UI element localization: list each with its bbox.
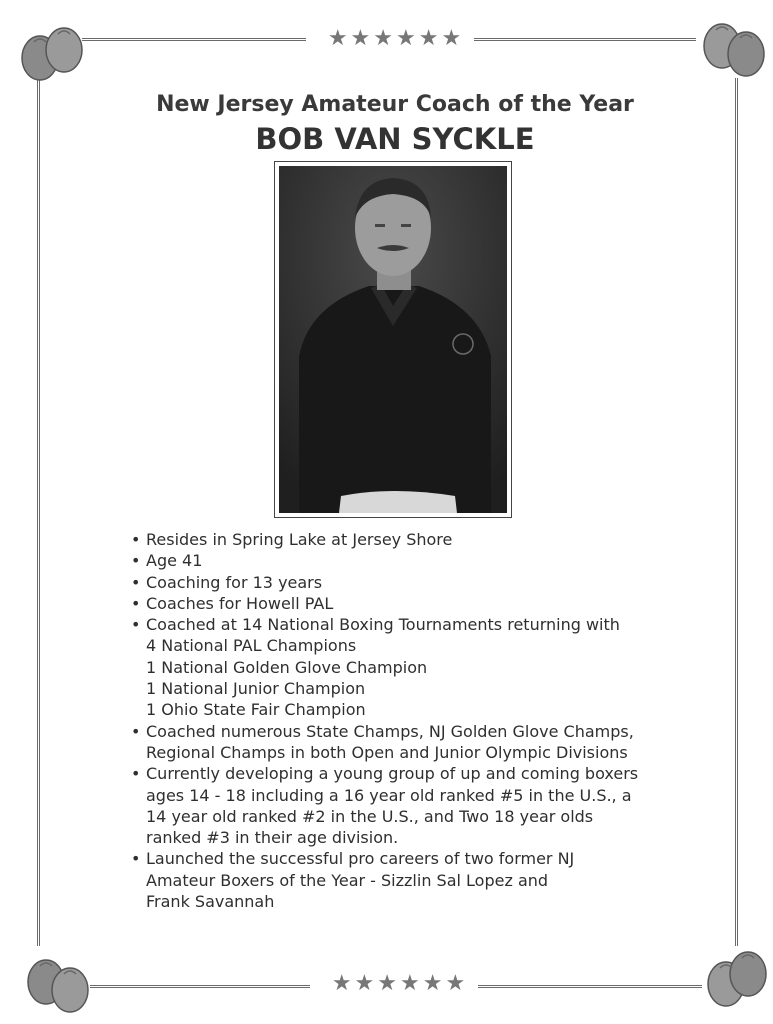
list-item-text: • Coached numerous State Champs, NJ Golden Glove Champs, [146,721,634,741]
bottom-stars: ★★★★★★ [331,971,469,996]
list-item-text: 14 year old ranked #2 in the U.S., and Two 18 year olds [146,806,594,826]
list-item [130,848,690,912]
right-border [735,78,738,946]
list-item-text: • Coached at 14 National Boxing Tournaments returning with [146,615,620,635]
list-item [130,721,690,764]
list-item-text: • Age 41 [146,551,203,571]
portrait-photo [279,166,507,513]
page-title: BOB VAN SYCKLE [255,122,535,156]
list-item-text: 1 National Junior Champion [146,679,366,699]
list-item [130,572,690,593]
top-border-left [82,38,306,41]
boxing-gloves-icon [696,944,773,1014]
list-item [130,763,690,848]
page-subtitle: New Jersey Amateur Coach of the Year [156,92,634,117]
list-item-text: 4 National PAL Champions [146,636,357,656]
achievements-list [130,529,690,912]
bottom-border-left [90,985,310,988]
list-item-text: Regional Champs in both Open and Junior Olympic Divisions [146,742,628,762]
list-item-text: Frank Savannah [146,892,275,912]
list-item-text: • Coaching for 13 years [146,572,323,592]
list-item [130,614,690,720]
list-item-text: Amateur Boxers of the Year - Sizzlin Sal Lopez and [146,870,549,890]
list-item-text: • Resides in Spring Lake at Jersey Shore [146,530,453,549]
list-item-text: 1 Ohio State Fair Champion [146,700,366,720]
boxing-gloves-icon [692,16,772,86]
top-border-right [474,38,696,41]
top-stars: ★★★★★★ [327,26,465,51]
list-item-text: • Coaches for Howell PAL [146,593,334,613]
list-item [130,550,690,571]
photo-frame [274,161,512,518]
list-item-text: • Launched the successful pro careers of two former NJ [146,849,575,869]
list-item [130,529,690,550]
list-item [130,593,690,614]
list-item-text: ages 14 - 18 including a 16 year old ranked #5 in the U.S., a [146,785,632,805]
boxing-gloves-icon [12,20,92,90]
list-item-text: • Currently developing a young group of up and coming boxers [146,764,639,784]
list-item-text: ranked #3 in their age division. [146,828,399,848]
bottom-border-right [478,985,702,988]
list-item-text: 1 National Golden Glove Champion [146,657,428,677]
boxing-gloves-icon [18,950,98,1020]
left-border [37,78,40,946]
